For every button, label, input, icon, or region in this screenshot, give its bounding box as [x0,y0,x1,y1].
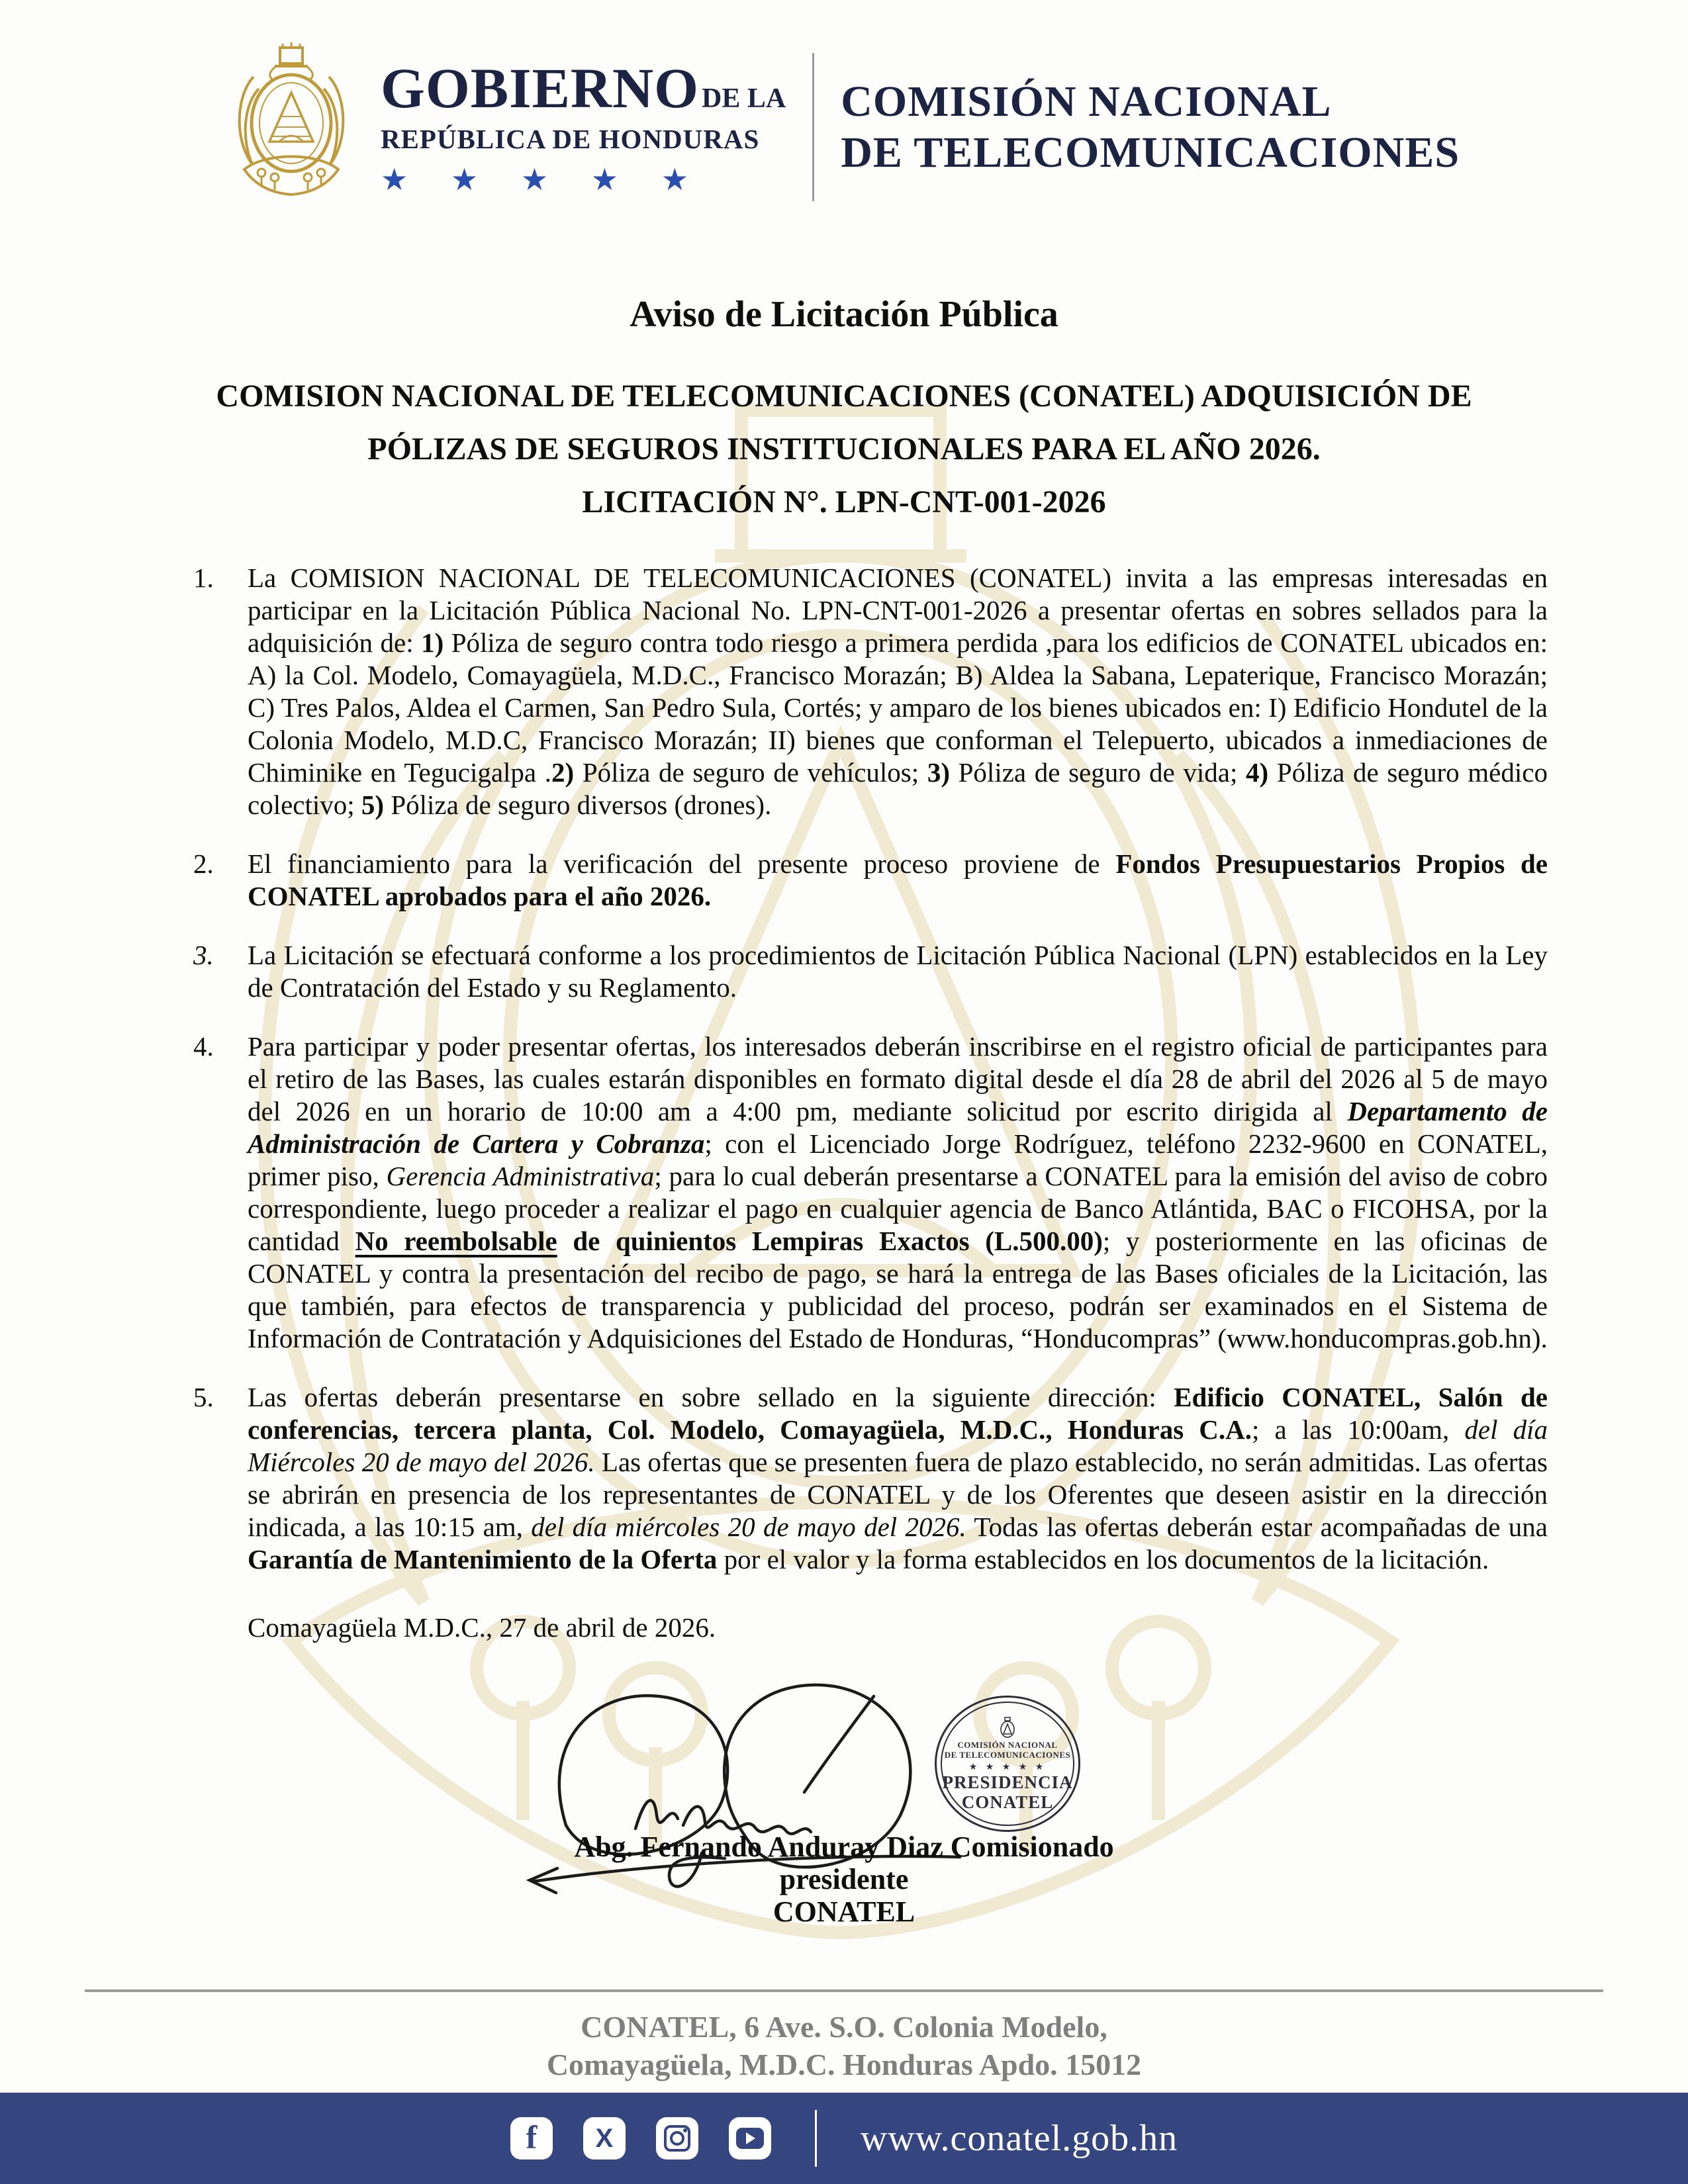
document-body [0,562,1688,1644]
conatel-wordmark [841,76,1460,178]
footer-divider [85,1989,1603,1992]
document-title: Aviso de Licitación Pública [630,294,1058,335]
header-divider [812,53,814,201]
subtitle-line2: PÓLIZAS DE SEGUROS INSTITUCIONALES PARA EL AÑO 2026. [367,432,1321,467]
footer-bar [0,2093,1688,2184]
website-url[interactable]: www.conatel.gob.hn [860,2118,1178,2159]
address-line1: CONATEL, 6 Ave. S.O. Colonia Modelo, [581,2010,1107,2044]
stamp-inner-ring [941,1702,1074,1826]
signer-role: presidente [779,1863,909,1895]
signer-name: Abg. Fernando Anduray Diaz Comisionado [574,1831,1114,1863]
list-item-3 [193,939,1548,1004]
footer-bar-divider [815,2110,817,2167]
gobierno-title: GOBIERNO DE LA [380,56,786,120]
government-wordmark [380,56,786,197]
item-number: 1. [193,563,214,593]
social-icons [510,2117,771,2160]
stamp-crest-icon [998,1716,1017,1740]
signer-org: CONATEL [773,1895,915,1928]
x-icon[interactable]: X [583,2117,626,2160]
list-item-5 [193,1381,1548,1576]
item-text: La COMISION NACIONAL DE TELECOMUNICACIONES (CONATEL) invita a las empresas interesadas en participar en la Licitación Pública Nacional No. LPN-CNT-001-2026 a presentar ofertas en sobres sellados para la adquisición de: 1) Póliza de seguro contra todo riesgo a primera perdida ,para los edificios de CONATEL ubicados en: A) la Col. Modelo, Comayagüela, M.D.C., Francisco Morazán; B) Aldea la Sabana, Lepaterique, Francisco Morazán; C) Tres Palos, Aldea el Carmen, San Pedro Sula, Cortés; y amparo de los bienes ubicados en: I) Edificio Hondutel de la Colonia Modelo, M.D.C, Francisco Morazán; II) bienes que conforman el Telepuerto, ubicados a inmediaciones de Chiminike en Tegucigalpa .2) Póliza de seguro de vehículos; 3) Póliza de seguro de vida; 4) Póliza de seguro médico colectivo; 5) Póliza de seguro diversos (drones). [248,563,1548,820]
org-line1: COMISIÓN NACIONAL [841,77,1332,126]
stamp-stars: ★ ★ ★ ★ ★ [968,1761,1047,1772]
item-text: La Licitación se efectuará conforme a los procedimientos de Licitación Pública Nacional (LPN) establecidos en la Ley de Contratación del Estado y su Reglamento. [248,940,1548,1003]
subtitle-line1: COMISION NACIONAL DE TELECOMUNICACIONES (CONATEL) ADQUISICIÓN DE [216,379,1472,414]
item-text: Para participar y poder presentar ofertas, los interesados deberán inscribirse en el registro oficial de participantes para el retiro de las Bases, las cuales estarán disponibles en formato digital desde el día 28 de abril del 2026 al 5 de mayo del 2026 en un horario de 10:00 am a 4:00 pm, mediante solicitud por escrito dirigida al Departamento de Administración de Cartera y Cobranza; con el Licenciado Jorge Rodríguez, teléfono 2232-9600 en CONATEL, primer piso, Gerencia Administrativa; para lo cual deberán presentarse a CONATEL para la emisión del aviso de cobro correspondiente, luego proceder a realizar el pago en cualquier agencia de Banco Atlántida, BAC o FICOHSA, por la cantidad No reembolsable de quinientos Lempiras Exactos (L.500.00); y posteriormente en las oficinas de CONATEL y contra la presentación del recibo de pago, se hará la entrega de las Bases oficiales de la Licitación, las que también, para efectos de transparencia y publicidad del proceso, podrán ser examinados en el Sistema de Información de Contratación y Adquisiciones del Estado de Honduras, “Honducompras” (www.honducompras.gob.hn). [248,1031,1548,1353]
signer-identity [463,1831,1225,1928]
republica-subtitle: REPÚBLICA DE HONDURAS [380,123,760,154]
list-item-4 [193,1030,1548,1355]
instagram-icon[interactable] [656,2117,698,2160]
footer-address [0,2008,1688,2083]
youtube-icon[interactable] [729,2117,771,2160]
item-number: 3. [193,940,214,970]
list-item-2 [193,848,1548,913]
letterhead [0,0,1688,211]
honduras-coat-of-arms-icon [228,42,354,211]
item-number: 4. [193,1031,214,1062]
document-subtitle [0,370,1688,529]
item-text: Las ofertas deberán presentarse en sobre sellado en la siguiente dirección: Edificio CONATEL, Salón de conferencias, tercera planta, Col. Modelo, Comayagüela, M.D.C., Honduras C.A.; a las 10:00am, del día Miércoles 20 de mayo del 2026. Las ofertas que se presenten fuera de plazo establecido, no serán admitidas. Las ofertas se abrirán en presencia de los representantes de CONATEL y de los Oferentes que deseen asistir en la dirección indicada, a las 10:15 am, del día miércoles 20 de mayo del 2026. Todas las ofertas deberán estar acompañadas de una Garantía de Mantenimiento de la Oferta por el valor y la forma establecidos en los documentos de la licitación. [248,1382,1548,1574]
list-item-1 [193,562,1548,821]
subtitle-line3: LICITACIÓN N°. LPN-CNT-001-2026 [582,484,1106,520]
org-line2: DE TELECOMUNICACIONES [841,128,1460,177]
facebook-icon[interactable]: f [510,2117,553,2160]
item-text: El financiamiento para la verificación del presente proceso proviene de Fondos Presupuestarios Propios de CONATEL aprobados para el año 2026. [248,848,1548,911]
dateline: Comayagüela M.D.C., 27 de abril de 2026. [248,1612,716,1643]
stamp-org-name: COMISIÓN NACIONAL DE TELECOMUNICACIONES [944,1739,1071,1760]
signature-block [463,1664,1225,1942]
address-line2: Comayagüela, M.D.C. Honduras Apdo. 15012 [546,2048,1142,2081]
stamp-conatel: CONATEL [961,1792,1054,1812]
presidencia-stamp [935,1696,1080,1832]
stamp-presidencia: PRESIDENCIA [942,1772,1073,1792]
five-stars-icon: ★ ★ ★ ★ ★ [380,161,688,197]
item-number: 2. [193,848,214,879]
item-number: 5. [193,1382,214,1412]
